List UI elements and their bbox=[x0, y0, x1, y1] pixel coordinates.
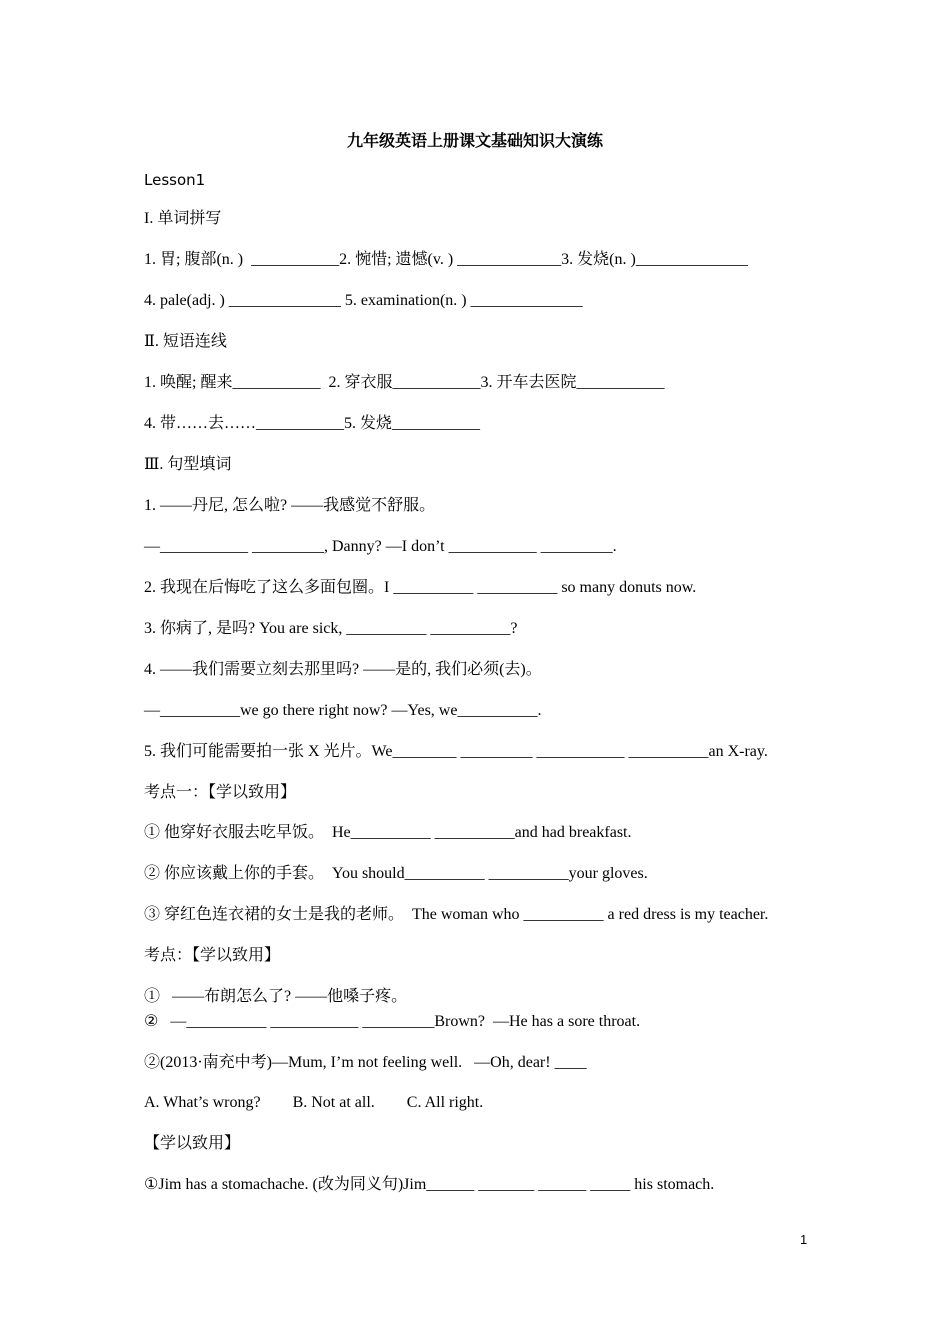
exercise-line: ① ——布朗怎么了? ——他嗓子疼。 bbox=[144, 988, 408, 1005]
exercise-line: —___________ _________, Danny? —I don’t ___________ _________. bbox=[144, 538, 617, 555]
exercise-line: 1. ——丹尼, 怎么啦? ——我感觉不舒服。 bbox=[144, 497, 436, 514]
exercise-line: 2. 我现在后悔吃了这么多面包圈。I __________ __________ so many donuts now. bbox=[144, 579, 697, 596]
exercise-line: ③ 穿红色连衣裙的女士是我的老师。 The woman who __________ a red dress is my teacher. bbox=[144, 906, 769, 923]
exercise-line: ①Jim has a stomachache. (改为同义句)Jim______ _______ ______ _____ his stomach. bbox=[144, 1176, 715, 1193]
section-heading-vocab: I. 单词拼写 bbox=[144, 210, 222, 227]
section-heading-phrases: Ⅱ. 短语连线 bbox=[144, 333, 227, 350]
answer-options: A. What’s wrong? B. Not at all. C. All right. bbox=[144, 1094, 484, 1111]
exercise-line: ② —__________ ___________ _________Brown? —He has a sore throat. bbox=[144, 1013, 641, 1030]
exercise-line: 1. 胃; 腹部(n. ) ___________2. 惋惜; 遗憾(v. ) _____________3. 发烧(n. )______________ bbox=[144, 251, 748, 268]
exercise-line: ②(2013·南充中考)—Mum, I’m not feeling well. —Oh, dear! ____ bbox=[144, 1054, 587, 1071]
exercise-line: 4. 带……去……___________5. 发烧___________ bbox=[144, 415, 481, 432]
exercise-line: ② 你应该戴上你的手套。 You should__________ __________your gloves. bbox=[144, 865, 648, 882]
exercise-line: 4. ——我们需要立刻去那里吗? ——是的, 我们必须(去)。 bbox=[144, 661, 542, 678]
page-title: 九年级英语上册课文基础知识大演练 bbox=[346, 131, 603, 150]
exercise-line: 1. 唤醒; 醒来___________ 2. 穿衣服___________3. 开车去医院___________ bbox=[144, 374, 665, 391]
exercise-line: 5. 我们可能需要拍一张 X 光片。We________ _________ ___________ __________an X-ray. bbox=[144, 743, 768, 760]
lesson-heading: Lesson1 bbox=[144, 171, 206, 189]
page-number: 1 bbox=[800, 1232, 808, 1247]
exercise-line: ① 他穿好衣服去吃早饭。 He__________ __________and had breakfast. bbox=[144, 824, 632, 841]
exercise-line: —__________we go there right now? —Yes, we__________. bbox=[144, 702, 542, 719]
exercise-line: 3. 你病了, 是吗? You are sick, __________ __________? bbox=[144, 620, 518, 637]
section-heading-point: 考点：【学以致用】 bbox=[144, 947, 281, 964]
exercise-line: 4. pale(adj. ) ______________ 5. examination(n. ) ______________ bbox=[144, 292, 583, 309]
section-heading-sentences: Ⅲ. 句型填词 bbox=[144, 456, 232, 473]
section-heading-point-one: 考点一：【学以致用】 bbox=[144, 784, 297, 801]
section-heading-practice: 【学以致用】 bbox=[144, 1135, 241, 1152]
